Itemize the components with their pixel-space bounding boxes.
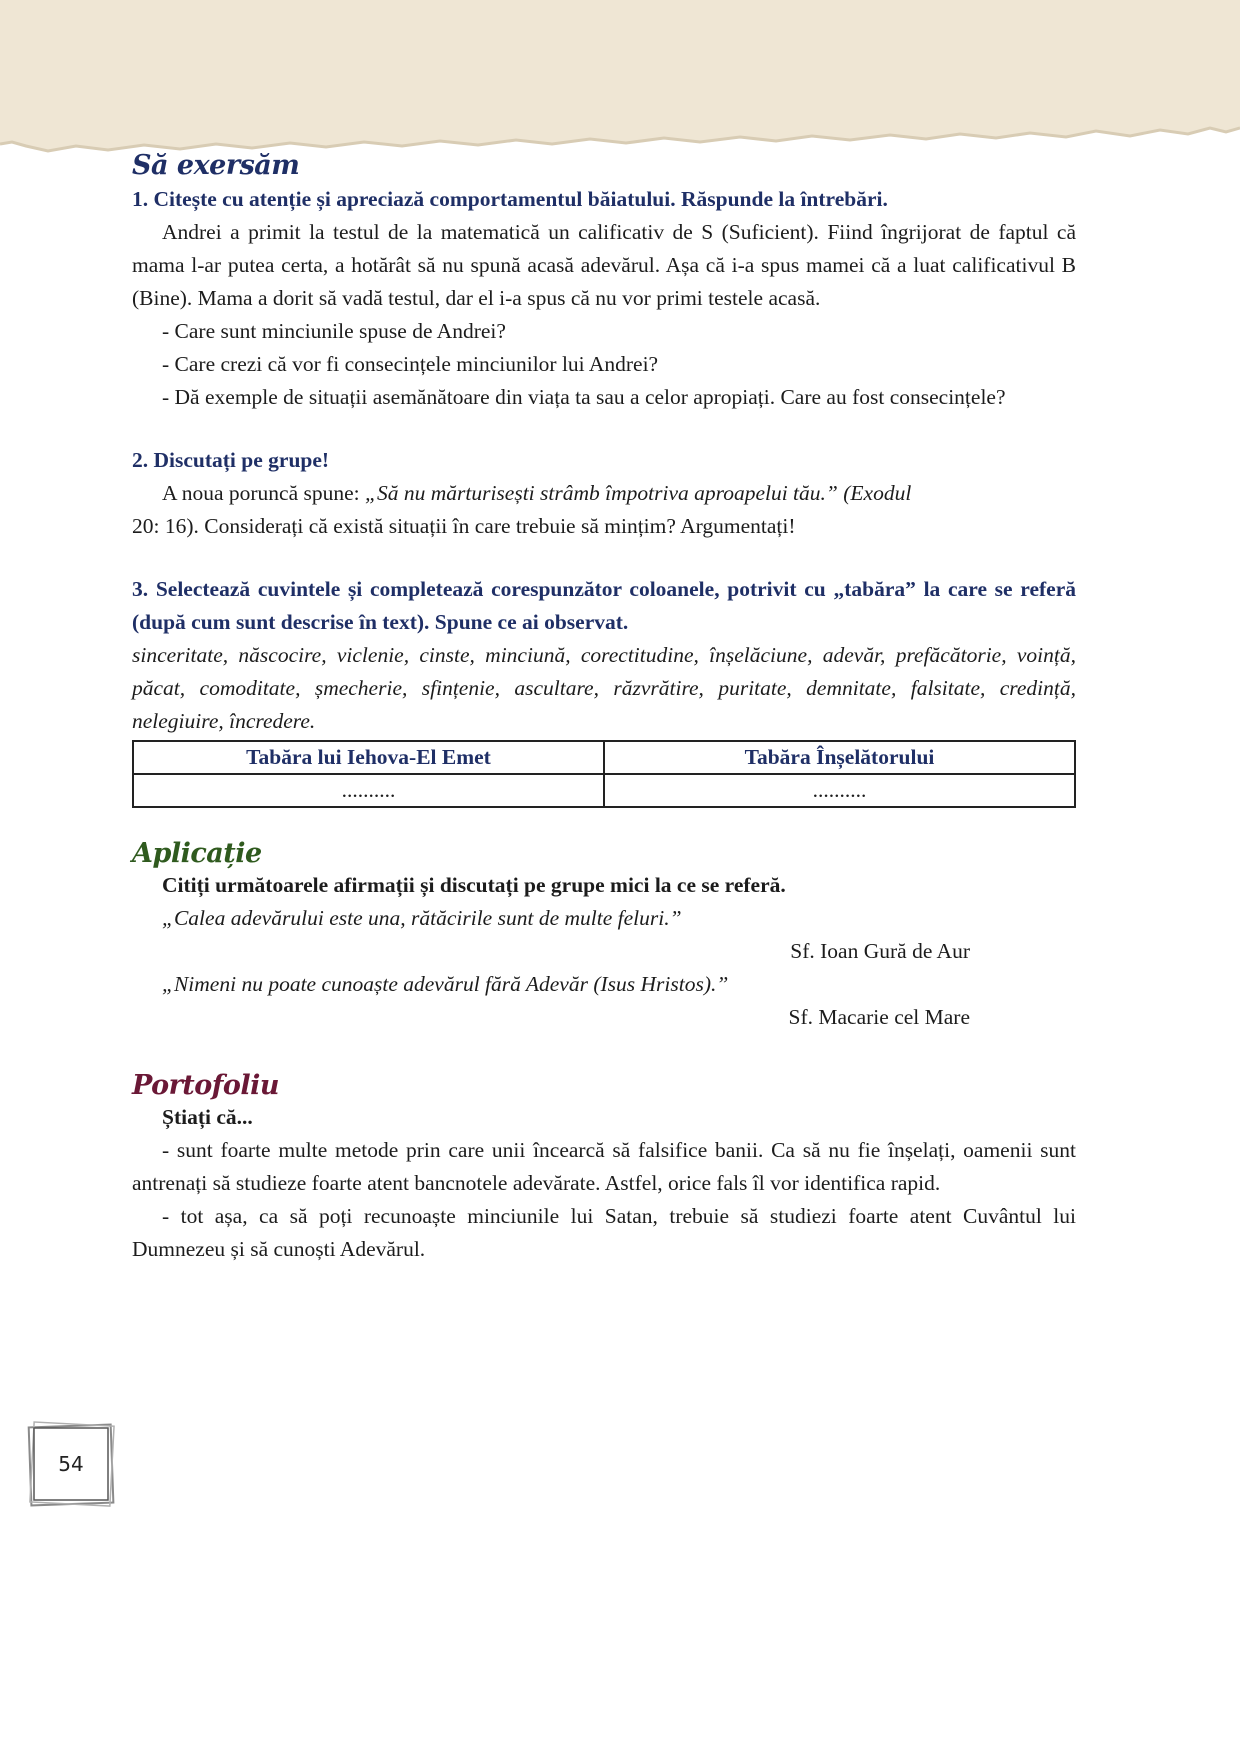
page-content bbox=[132, 150, 1076, 1266]
application-quote: „Calea adevărului este una, rătăcirile sunt de multe feluri.” bbox=[162, 906, 682, 930]
torn-paper-header bbox=[0, 0, 1240, 170]
application-quote: „Nimeni nu poate cunoaște adevărul fără Adevăr (Isus Hristos).” bbox=[162, 972, 729, 996]
page-number: 54 bbox=[58, 1452, 84, 1476]
question-1-item: - Dă exemple de situații asemănătoare din viața ta sau a celor apropiați. Care au fost consecințele? bbox=[162, 385, 1006, 409]
table-row bbox=[133, 774, 1075, 807]
question-2-prompt: 2. Discutați pe grupe! bbox=[132, 448, 330, 472]
scripture-reference: (Exodul bbox=[837, 481, 912, 505]
section-title-exercise: Să exersăm bbox=[132, 150, 300, 181]
table-header-cell: Tabăra Înșelătorului bbox=[604, 741, 1075, 774]
section-title-portfolio: Portofoliu bbox=[132, 1070, 280, 1101]
question-2-continuation: 20: 16). Considerați că există situații în care trebuie să mințim? Argumentați! bbox=[132, 514, 796, 538]
word-list: sinceritate, născocire, viclenie, cinste, minciună, corectitudine, înșelăciune, adevăr, prefăcătorie, voință, păcat, comoditate, șmecherie, sfințenie, ascultare, răzvrătire, puritate, demnitate, falsitate, credință, nelegiuire, încredere. bbox=[132, 643, 1076, 733]
application-prompt: Citiți următoarele afirmații și discutați pe grupe mici la ce se referă. bbox=[162, 873, 786, 897]
question-3-prompt: 3. Selectează cuvintele și completează corespunzător coloanele, potrivit cu „tabăra” la care se referă (după cum sunt descrise în text). Spune ce ai observat. bbox=[132, 577, 1076, 634]
table-header-cell: Tabăra lui Iehova-El Emet bbox=[133, 741, 604, 774]
table-header-row bbox=[133, 741, 1075, 774]
question-1-item: - Care crezi că vor fi consecințele minciunilor lui Andrei? bbox=[162, 352, 659, 376]
question-1-story: Andrei a primit la testul de la matematică un calificativ de S (Suficient). Fiind îngrijorat de faptul că mama l-ar putea certa, a hotărât să nu spună acasă adevărul. Așa că i-a spus mamei că a luat calificativul B (Bine). Mama a dorit să vadă testul, dar el i-a spus că nu vor primi testele acasă. bbox=[132, 220, 1076, 310]
question-1-prompt: 1. Citește cu atenție și apreciază comportamentul băiatului. Răspunde la întrebări. bbox=[132, 187, 888, 211]
portfolio-subtitle: Știați că... bbox=[162, 1105, 253, 1129]
portfolio-paragraph: - tot așa, ca să poți recunoaște minciunile lui Satan, trebuie să studiezi foarte atent Cuvântul lui Dumnezeu și să cunoști Adevărul. bbox=[132, 1204, 1076, 1261]
table-cell[interactable]: .......... bbox=[133, 774, 604, 807]
portfolio-paragraph: - sunt foarte multe metode prin care unii încearcă să falsifice banii. Ca să nu fie înșelați, oamenii sunt antrenați să studieze foarte atent bancnotele adevărate. Astfel, orice fals îl vor identifica rapid. bbox=[132, 1138, 1076, 1195]
question-2-intro: A noua poruncă spune: bbox=[162, 481, 366, 505]
application-author: Sf. Macarie cel Mare bbox=[788, 1005, 970, 1029]
question-2-text bbox=[132, 477, 1076, 510]
commandment-quote: „Să nu mărturisești strâmb împotriva aproapelui tău.” bbox=[365, 481, 838, 505]
camps-table bbox=[132, 740, 1076, 808]
application-author: Sf. Ioan Gură de Aur bbox=[790, 939, 970, 963]
question-1-item: - Care sunt minciunile spuse de Andrei? bbox=[162, 319, 506, 343]
table-cell[interactable]: .......... bbox=[604, 774, 1075, 807]
section-title-application: Aplicație bbox=[132, 838, 262, 869]
